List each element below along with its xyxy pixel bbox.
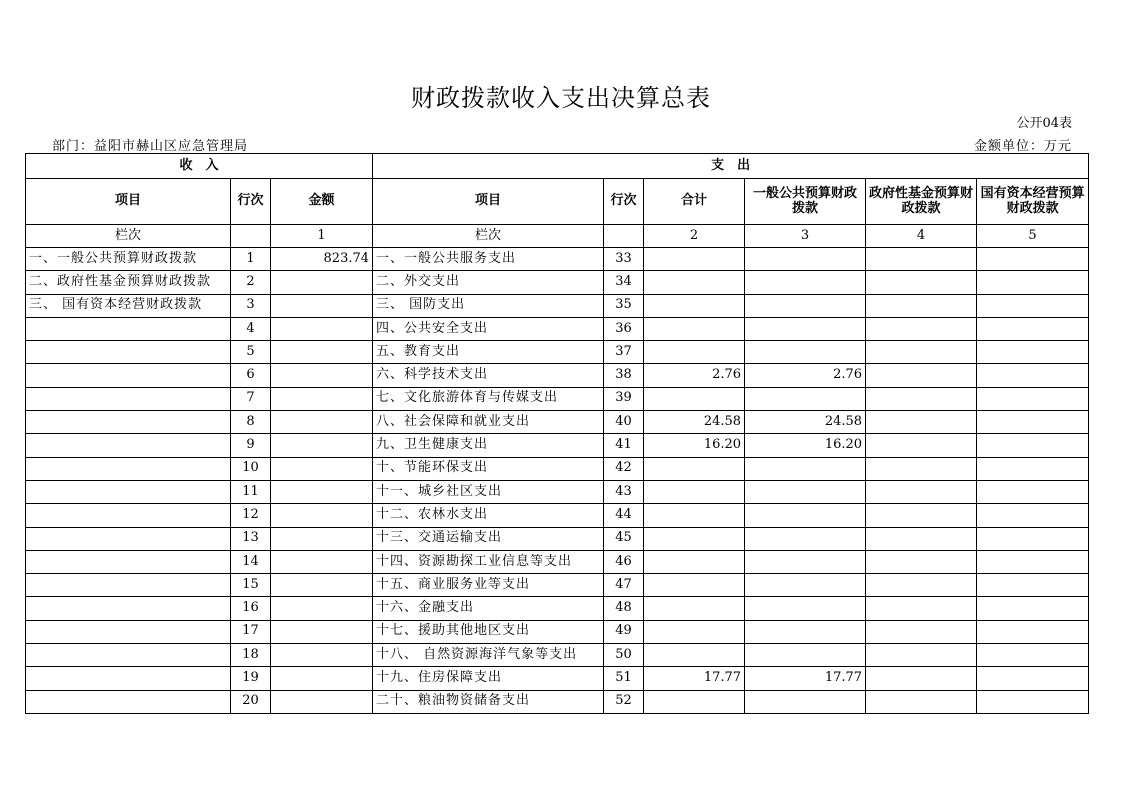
state-capital-cell	[977, 248, 1089, 271]
income-item-cell	[26, 574, 231, 597]
general-budget-cell	[745, 690, 866, 713]
state-capital-cell	[977, 317, 1089, 340]
gov-fund-cell	[866, 644, 977, 667]
table-row	[26, 434, 1089, 457]
total-cell	[644, 690, 745, 713]
table-row	[26, 457, 1089, 480]
gov-fund-cell	[866, 667, 977, 690]
expense-item-cell: 四、公共安全支出	[373, 317, 604, 340]
general-budget-cell: 16.20	[745, 434, 866, 457]
income-item-cell	[26, 317, 231, 340]
expense-line-cell: 51	[604, 667, 644, 690]
table-row	[26, 690, 1089, 713]
column-number-2: 2	[644, 225, 745, 248]
table-row	[26, 317, 1089, 340]
total-cell	[644, 341, 745, 364]
page-title: 财政拨款收入支出决算总表	[411, 84, 711, 112]
income-item-cell	[26, 620, 231, 643]
income-item-cell	[26, 480, 231, 503]
state-capital-cell	[977, 667, 1089, 690]
income-line-cell: 7	[231, 387, 271, 410]
expense-line-cell: 40	[604, 411, 644, 434]
expense-line-cell: 34	[604, 271, 644, 294]
department-label: 部门：益阳市赫山区应急管理局	[52, 139, 249, 154]
expense-line-cell: 35	[604, 294, 644, 317]
column-number-3: 3	[745, 225, 866, 248]
table-row	[26, 248, 1089, 271]
total-cell	[644, 504, 745, 527]
total-cell	[644, 294, 745, 317]
state-capital-cell	[977, 364, 1089, 387]
income-amount-cell	[271, 434, 373, 457]
income-amount-cell	[271, 644, 373, 667]
table-row	[26, 411, 1089, 434]
general-budget-cell	[745, 527, 866, 550]
table-row	[26, 667, 1089, 690]
general-budget-cell	[745, 341, 866, 364]
expense-line-cell: 39	[604, 387, 644, 410]
table-row	[26, 504, 1089, 527]
expense-line-cell: 52	[604, 690, 644, 713]
table-row	[26, 387, 1089, 410]
state-capital-cell	[977, 690, 1089, 713]
table-row	[26, 620, 1089, 643]
income-amount-cell	[271, 294, 373, 317]
income-amount-cell	[271, 597, 373, 620]
general-budget-cell	[745, 504, 866, 527]
income-item-cell	[26, 644, 231, 667]
column-number-5: 5	[977, 225, 1089, 248]
expense-item-cell: 十五、商业服务业等支出	[373, 574, 604, 597]
column-number-blank	[604, 225, 644, 248]
income-amount-cell	[271, 690, 373, 713]
state-capital-header: 国有资本经营预算财政拨款	[977, 179, 1089, 225]
expense-line-cell: 36	[604, 317, 644, 340]
gov-fund-cell	[866, 597, 977, 620]
state-capital-cell	[977, 620, 1089, 643]
table-row	[26, 574, 1089, 597]
general-budget-cell: 24.58	[745, 411, 866, 434]
income-item-header: 项目	[26, 179, 231, 225]
income-line-cell: 5	[231, 341, 271, 364]
total-cell: 2.76	[644, 364, 745, 387]
income-line-cell: 17	[231, 620, 271, 643]
total-cell	[644, 457, 745, 480]
table-row	[26, 527, 1089, 550]
income-line-cell: 14	[231, 550, 271, 573]
total-header: 合计	[644, 179, 745, 225]
state-capital-cell	[977, 434, 1089, 457]
expense-line-cell: 43	[604, 480, 644, 503]
income-item-cell	[26, 690, 231, 713]
table-row	[26, 271, 1089, 294]
expense-line-cell: 33	[604, 248, 644, 271]
gov-fund-cell	[866, 480, 977, 503]
general-budget-cell	[745, 317, 866, 340]
general-budget-cell	[745, 457, 866, 480]
income-line-cell: 6	[231, 364, 271, 387]
income-line-cell: 19	[231, 667, 271, 690]
general-budget-cell: 17.77	[745, 667, 866, 690]
general-budget-cell	[745, 248, 866, 271]
table-row	[26, 597, 1089, 620]
income-item-cell	[26, 364, 231, 387]
general-budget-cell	[745, 271, 866, 294]
expense-line-cell: 49	[604, 620, 644, 643]
expense-section-header: 支 出	[373, 154, 1089, 179]
expense-item-cell: 二、外交支出	[373, 271, 604, 294]
state-capital-cell	[977, 457, 1089, 480]
expense-line-cell: 47	[604, 574, 644, 597]
gov-fund-cell	[866, 341, 977, 364]
income-amount-cell	[271, 550, 373, 573]
table-row	[26, 644, 1089, 667]
income-item-cell	[26, 667, 231, 690]
total-cell	[644, 387, 745, 410]
expense-item-cell: 九、卫生健康支出	[373, 434, 604, 457]
column-number-blank	[231, 225, 271, 248]
income-amount-cell	[271, 341, 373, 364]
income-line-cell: 2	[231, 271, 271, 294]
expense-line-cell: 46	[604, 550, 644, 573]
general-budget-cell: 2.76	[745, 364, 866, 387]
expense-item-cell: 八、社会保障和就业支出	[373, 411, 604, 434]
expense-item-cell: 一、一般公共服务支出	[373, 248, 604, 271]
expense-item-cell: 五、教育支出	[373, 341, 604, 364]
expense-item-cell: 十八、 自然资源海洋气象等支出	[373, 644, 604, 667]
income-amount-cell	[271, 574, 373, 597]
column-header-row	[26, 179, 1089, 225]
expense-line-cell: 44	[604, 504, 644, 527]
general-budget-cell	[745, 480, 866, 503]
income-line-cell: 1	[231, 248, 271, 271]
state-capital-cell	[977, 597, 1089, 620]
column-number-row	[26, 225, 1089, 248]
general-budget-cell	[745, 574, 866, 597]
income-amount-cell	[271, 527, 373, 550]
income-line-cell: 9	[231, 434, 271, 457]
column-number-1: 1	[271, 225, 373, 248]
income-amount-cell	[271, 271, 373, 294]
general-budget-cell	[745, 644, 866, 667]
income-line-cell: 18	[231, 644, 271, 667]
income-line-cell: 15	[231, 574, 271, 597]
income-line-cell: 16	[231, 597, 271, 620]
income-item-cell	[26, 434, 231, 457]
form-number: 公开04表	[1016, 116, 1072, 131]
general-budget-cell	[745, 550, 866, 573]
gov-fund-cell	[866, 457, 977, 480]
state-capital-cell	[977, 574, 1089, 597]
total-cell: 24.58	[644, 411, 745, 434]
income-item-cell	[26, 527, 231, 550]
gov-fund-cell	[866, 434, 977, 457]
total-cell	[644, 271, 745, 294]
expense-item-cell: 三、 国防支出	[373, 294, 604, 317]
expense-item-cell: 十一、城乡社区支出	[373, 480, 604, 503]
income-line-cell: 8	[231, 411, 271, 434]
total-cell: 17.77	[644, 667, 745, 690]
expense-item-cell: 十二、农林水支出	[373, 504, 604, 527]
expense-line-cell: 42	[604, 457, 644, 480]
income-section-header: 收 入	[26, 154, 373, 179]
section-header-row	[26, 154, 1089, 179]
gov-fund-cell	[866, 550, 977, 573]
gov-fund-header: 政府性基金预算财政拨款	[866, 179, 977, 225]
table-row	[26, 364, 1089, 387]
general-budget-cell	[745, 294, 866, 317]
total-cell	[644, 480, 745, 503]
gov-fund-cell	[866, 411, 977, 434]
income-item-cell: 二、政府性基金预算财政拨款	[26, 271, 231, 294]
gov-fund-cell	[866, 271, 977, 294]
income-line-cell: 3	[231, 294, 271, 317]
column-number-4: 4	[866, 225, 977, 248]
expense-item-cell: 七、文化旅游体育与传媒支出	[373, 387, 604, 410]
gov-fund-cell	[866, 574, 977, 597]
income-amount-cell: 823.74	[271, 248, 373, 271]
general-budget-header: 一般公共预算财政拨款	[745, 179, 866, 225]
expense-item-cell: 十、节能环保支出	[373, 457, 604, 480]
budget-summary-table	[25, 153, 1089, 714]
gov-fund-cell	[866, 317, 977, 340]
gov-fund-cell	[866, 387, 977, 410]
expense-line-cell: 48	[604, 597, 644, 620]
income-amount-cell	[271, 364, 373, 387]
income-line-cell: 12	[231, 504, 271, 527]
income-amount-cell	[271, 667, 373, 690]
gov-fund-cell	[866, 248, 977, 271]
state-capital-cell	[977, 550, 1089, 573]
gov-fund-cell	[866, 294, 977, 317]
expense-line-cell: 50	[604, 644, 644, 667]
income-amount-cell	[271, 411, 373, 434]
general-budget-cell	[745, 597, 866, 620]
gov-fund-cell	[866, 364, 977, 387]
gov-fund-cell	[866, 620, 977, 643]
expense-line-cell: 38	[604, 364, 644, 387]
total-cell: 16.20	[644, 434, 745, 457]
total-cell	[644, 527, 745, 550]
expense-item-cell: 六、科学技术支出	[373, 364, 604, 387]
total-cell	[644, 644, 745, 667]
expense-line-cell: 37	[604, 341, 644, 364]
income-item-cell	[26, 341, 231, 364]
total-cell	[644, 574, 745, 597]
total-cell	[644, 597, 745, 620]
expense-item-cell: 十九、住房保障支出	[373, 667, 604, 690]
income-amount-cell	[271, 457, 373, 480]
amount-unit-label: 金额单位：万元	[973, 139, 1072, 154]
total-cell	[644, 248, 745, 271]
state-capital-cell	[977, 527, 1089, 550]
income-line-cell: 11	[231, 480, 271, 503]
income-amount-cell	[271, 504, 373, 527]
table-row	[26, 341, 1089, 364]
general-budget-cell	[745, 387, 866, 410]
income-amount-header: 金额	[271, 179, 373, 225]
income-item-cell	[26, 504, 231, 527]
income-line-cell: 4	[231, 317, 271, 340]
expense-line-cell: 45	[604, 527, 644, 550]
table-row	[26, 550, 1089, 573]
income-line-cell: 13	[231, 527, 271, 550]
income-line-cell: 10	[231, 457, 271, 480]
income-line-header: 行次	[231, 179, 271, 225]
expense-line-cell: 41	[604, 434, 644, 457]
expense-line-header: 行次	[604, 179, 644, 225]
income-amount-cell	[271, 620, 373, 643]
expense-item-cell: 十四、资源勘探工业信息等支出	[373, 550, 604, 573]
income-item-cell	[26, 387, 231, 410]
column-number-label: 栏次	[373, 225, 604, 248]
expense-item-cell: 十七、援助其他地区支出	[373, 620, 604, 643]
table-row	[26, 294, 1089, 317]
income-item-cell	[26, 550, 231, 573]
state-capital-cell	[977, 387, 1089, 410]
gov-fund-cell	[866, 504, 977, 527]
state-capital-cell	[977, 294, 1089, 317]
income-line-cell: 20	[231, 690, 271, 713]
income-amount-cell	[271, 480, 373, 503]
expense-item-cell: 十三、交通运输支出	[373, 527, 604, 550]
income-item-cell: 一、一般公共预算财政拨款	[26, 248, 231, 271]
income-amount-cell	[271, 387, 373, 410]
table-row	[26, 480, 1089, 503]
gov-fund-cell	[866, 690, 977, 713]
general-budget-cell	[745, 620, 866, 643]
state-capital-cell	[977, 644, 1089, 667]
income-item-cell	[26, 597, 231, 620]
gov-fund-cell	[866, 527, 977, 550]
state-capital-cell	[977, 271, 1089, 294]
expense-item-cell: 十六、金融支出	[373, 597, 604, 620]
state-capital-cell	[977, 504, 1089, 527]
income-item-cell: 三、 国有资本经营财政拨款	[26, 294, 231, 317]
state-capital-cell	[977, 411, 1089, 434]
total-cell	[644, 550, 745, 573]
total-cell	[644, 620, 745, 643]
expense-item-header: 项目	[373, 179, 604, 225]
income-item-cell	[26, 457, 231, 480]
state-capital-cell	[977, 341, 1089, 364]
state-capital-cell	[977, 480, 1089, 503]
income-amount-cell	[271, 317, 373, 340]
total-cell	[644, 317, 745, 340]
column-number-label: 栏次	[26, 225, 231, 248]
expense-item-cell: 二十、粮油物资储备支出	[373, 690, 604, 713]
income-item-cell	[26, 411, 231, 434]
